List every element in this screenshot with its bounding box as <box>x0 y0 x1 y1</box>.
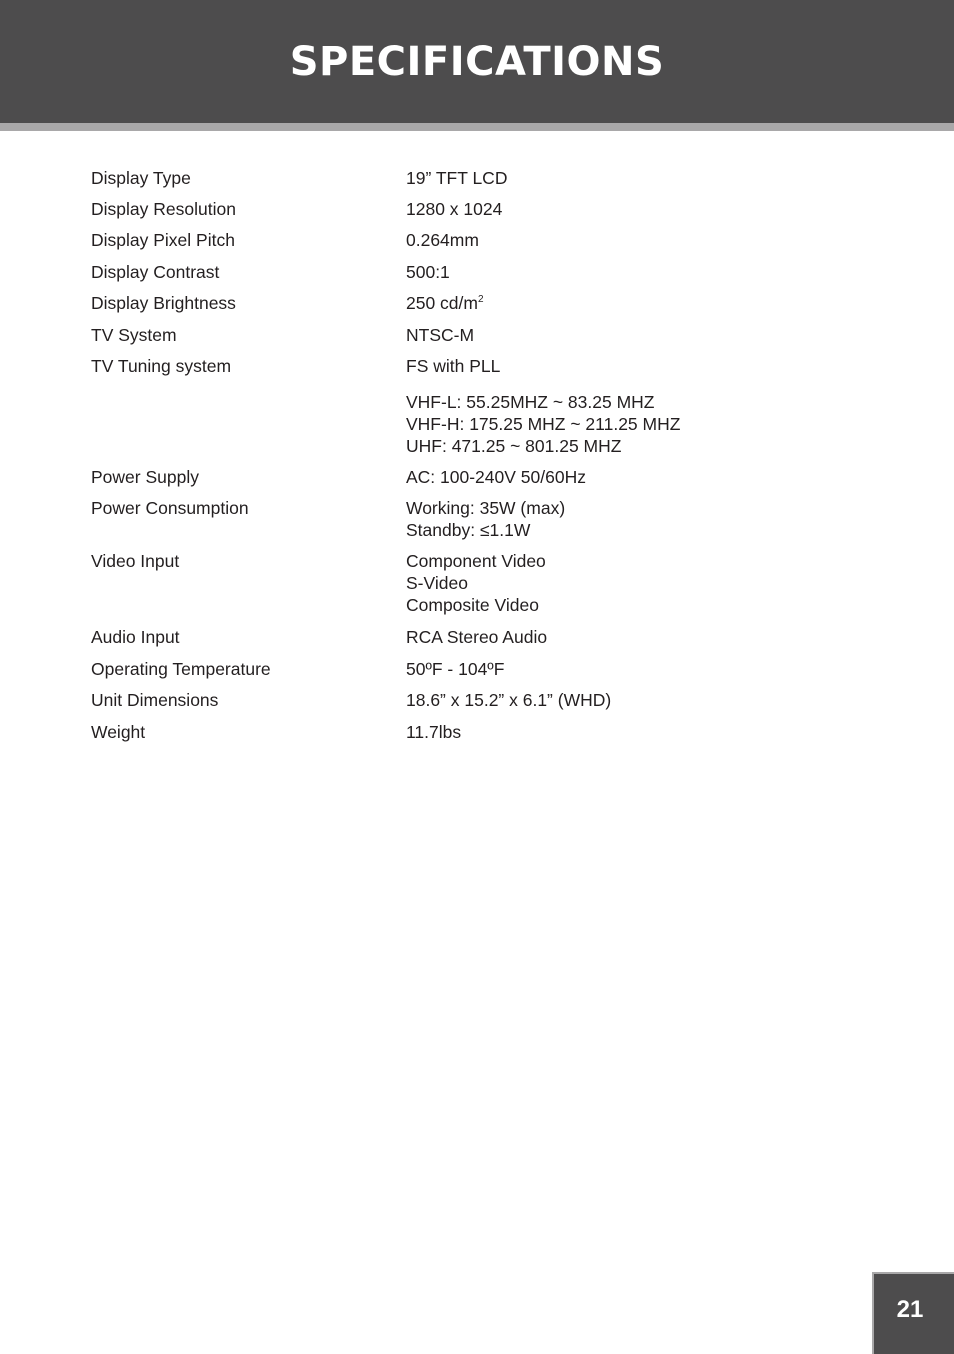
spec-value-line: Composite Video <box>406 595 539 615</box>
spec-value <box>406 391 871 457</box>
spec-value <box>406 626 871 648</box>
spec-value-line: NTSC-M <box>406 325 475 345</box>
spec-row-tv-bands <box>91 391 871 466</box>
spec-row-display-type <box>91 167 871 198</box>
spec-row-display-brightness <box>91 292 871 324</box>
header-divider <box>0 123 954 131</box>
page-header <box>0 0 954 123</box>
page-number: 21 <box>896 1296 924 1323</box>
spec-value-line: S-Video <box>406 573 468 593</box>
spec-value <box>406 497 871 541</box>
spec-value <box>406 689 871 711</box>
spec-value <box>406 355 871 377</box>
spec-row-display-pixel-pitch <box>91 229 871 261</box>
spec-value-line: 11.7lbs <box>406 722 462 742</box>
spec-value-line: 1280 x 1024 <box>406 199 503 219</box>
spec-label: Display Resolution <box>91 199 236 219</box>
spec-value <box>406 292 871 314</box>
spec-row-display-resolution <box>91 198 871 229</box>
spec-label: Power Consumption <box>91 498 249 518</box>
spec-label: TV System <box>91 325 177 345</box>
spec-value <box>406 466 871 488</box>
spec-value-line: 500:1 <box>406 262 450 282</box>
specifications-table <box>91 167 871 752</box>
spec-value <box>406 324 871 346</box>
spec-label: Display Brightness <box>91 293 236 313</box>
spec-value-line: Standby: ≤1.1W <box>406 520 531 540</box>
spec-label: Audio Input <box>91 627 180 647</box>
spec-label: Weight <box>91 722 146 742</box>
spec-value <box>406 167 871 189</box>
spec-label: Unit Dimensions <box>91 690 219 710</box>
spec-value-line: 18.6” x 15.2” x 6.1” (WHD) <box>406 690 612 710</box>
spec-value-line: 19” TFT LCD <box>406 168 508 188</box>
spec-row-power-supply <box>91 466 871 497</box>
spec-value <box>406 658 871 680</box>
spec-label: Power Supply <box>91 467 199 487</box>
spec-label: TV Tuning system <box>91 356 232 376</box>
spec-value <box>406 721 871 743</box>
spec-value-line: 0.264mm <box>406 230 479 250</box>
superscript: 2 <box>477 294 484 305</box>
spec-value-line: 50ºF - 104ºF <box>406 659 505 679</box>
spec-row-tv-system <box>91 324 871 355</box>
spec-row-video-input <box>91 550 871 626</box>
spec-value <box>406 550 871 616</box>
spec-row-weight <box>91 721 871 752</box>
spec-value <box>406 229 871 251</box>
spec-value-text: 250 cd/m <box>406 293 478 313</box>
spec-value-line: Working: 35W (max) <box>406 498 566 518</box>
spec-value-line: VHF-L: 55.25MHZ ~ 83.25 MHZ <box>406 392 655 412</box>
spec-value-line: UHF: 471.25 ~ 801.25 MHZ <box>406 436 622 456</box>
spec-value-line: AC: 100-240V 50/60Hz <box>406 467 586 487</box>
spec-value-line: Component Video <box>406 551 546 571</box>
spec-row-audio-input <box>91 626 871 658</box>
spec-label: Display Contrast <box>91 262 220 282</box>
spec-row-power-consumption <box>91 497 871 550</box>
spec-row-tv-tuning-system <box>91 355 871 391</box>
spec-row-unit-dimensions <box>91 689 871 721</box>
spec-value-line <box>406 292 871 314</box>
page-title: SPECIFICATIONS <box>289 39 665 85</box>
spec-label: Operating Temperature <box>91 659 271 679</box>
spec-value-line: VHF-H: 175.25 MHZ ~ 211.25 MHZ <box>406 414 681 434</box>
spec-value-line: FS with PLL <box>406 356 501 376</box>
spec-label: Display Type <box>91 168 191 188</box>
spec-row-display-contrast <box>91 261 871 292</box>
spec-value <box>406 198 871 220</box>
spec-label: Display Pixel Pitch <box>91 230 235 250</box>
spec-row-operating-temperature <box>91 658 871 689</box>
page-number-tab <box>872 1272 954 1354</box>
spec-value <box>406 261 871 283</box>
spec-value-line: RCA Stereo Audio <box>406 627 548 647</box>
spec-label: Video Input <box>91 551 180 571</box>
